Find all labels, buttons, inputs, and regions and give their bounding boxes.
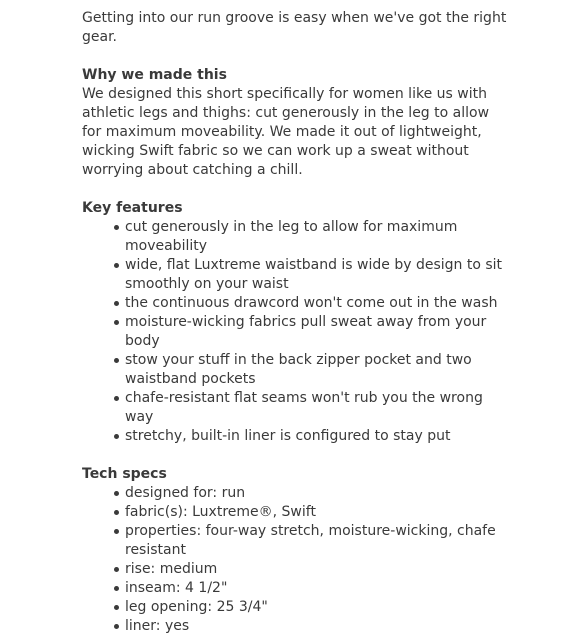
specs-list — [82, 484, 512, 636]
features-list — [82, 218, 512, 446]
specs-heading: Tech specs — [82, 466, 167, 482]
feature-item: the continuous drawcord won't come out in the wash — [125, 294, 512, 313]
why-section — [82, 66, 512, 180]
feature-item: stow your stuff in the back zipper pocket and two waistband pockets — [125, 351, 512, 389]
feature-item: wide, flat Luxtreme waistband is wide by design to sit smoothly on your waist — [125, 256, 512, 294]
spec-item: leg opening: 25 3/4" — [125, 598, 512, 617]
product-description — [82, 9, 512, 636]
feature-item: cut generously in the leg to allow for maximum moveability — [125, 218, 512, 256]
spec-item: fabric(s): Luxtreme®, Swift — [125, 503, 512, 522]
spec-item: inseam: 4 1/2" — [125, 579, 512, 598]
spec-item: rise: medium — [125, 560, 512, 579]
features-heading: Key features — [82, 200, 183, 216]
spec-item: properties: four-way stretch, moisture-wicking, chafe resistant — [125, 522, 512, 560]
feature-item: chafe-resistant flat seams won't rub you the wrong way — [125, 389, 512, 427]
specs-section — [82, 465, 512, 636]
why-body: We designed this short specifically for women like us with athletic legs and thighs: cut generously in the leg to allow for maximum moveability. We made it out of lightweight, wicking Swift fabric so we can work up a sweat without worrying about catching a chill. — [82, 86, 490, 178]
feature-item: moisture-wicking fabrics pull sweat away from your body — [125, 313, 512, 351]
why-heading: Why we made this — [82, 67, 227, 83]
spec-item: designed for: run — [125, 484, 512, 503]
features-section — [82, 199, 512, 446]
feature-item: stretchy, built-in liner is configured to stay put — [125, 427, 512, 446]
intro-text: Getting into our run groove is easy when we've got the right gear. — [82, 10, 507, 45]
spec-item: liner: yes — [125, 617, 512, 636]
